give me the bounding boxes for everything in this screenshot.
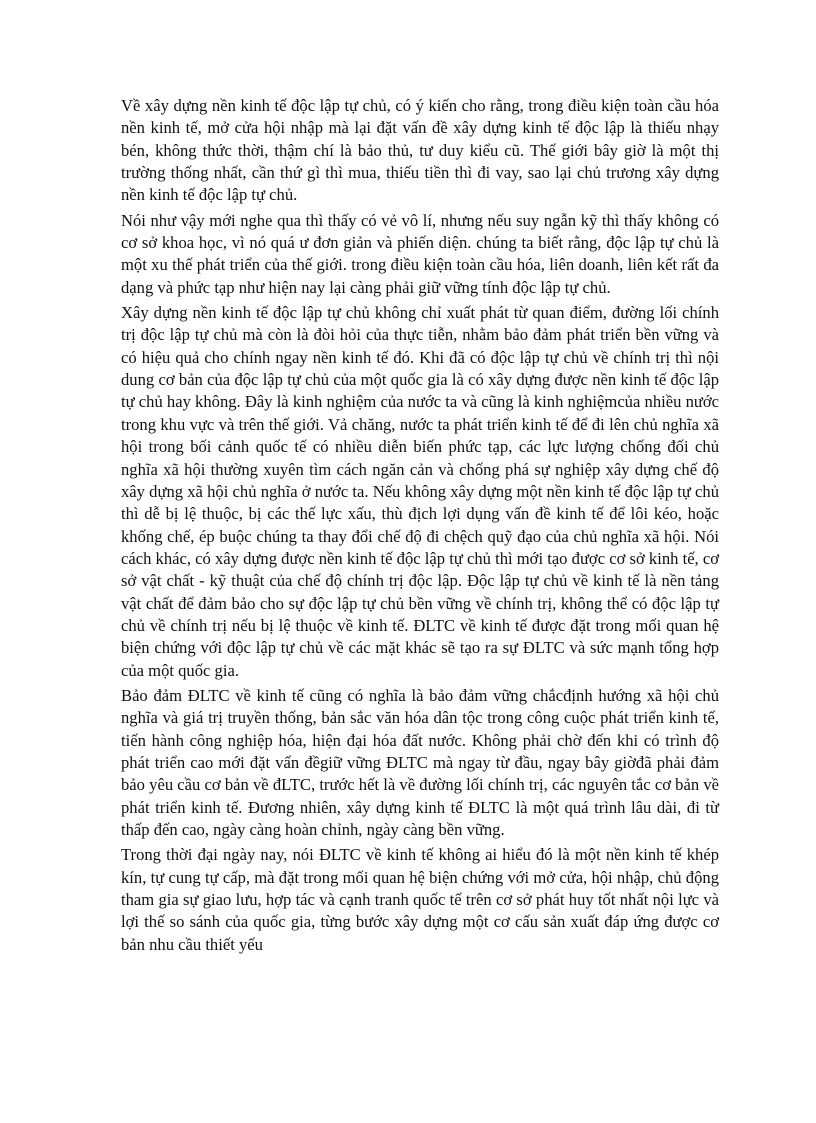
document-body <box>121 95 719 959</box>
paragraph-2: Nói như vậy mới nghe qua thì thấy có vẻ vô lí, nhưng nếu suy ngẫn kỹ thì thấy không có cơ sở khoa học, vì nó quá ư đơn giản và phiến diện. chúng ta biết rằng, độc lập tự chủ là một xu thế phát triển của thế giới. trong điều kiện toàn cầu hóa, liên doanh, liên kết rất đa dạng và phức tạp như hiện nay lại càng phải giữ vững tính độc lập tự chủ. <box>121 210 719 297</box>
paragraph-1: Về xây dựng nền kinh tế độc lập tự chủ, có ý kiến cho rằng, trong điều kiện toàn cầu hóa nền kinh tế, mở cửa hội nhập mà lại đặt vấn đề xây dựng kinh tế độc lập là thiếu nhạy bén, không thức thời, thậm chí là bảo thủ, tư duy kiểu cũ. Thế giới bây giờ là một thị trường thống nhất, cần thứ gì thì mua, thiếu tiền thì đi vay, sao lại chủ trương xây dựng nền kinh tế độc lập tự chủ. <box>121 96 719 205</box>
paragraph-4: Bảo đảm ĐLTC về kinh tế cũng có nghĩa là bảo đảm vững chắcđịnh hướng xã hội chủ nghĩa và giá trị truyền thống, bản sắc văn hóa dân tộc trong công cuộc phát triển kinh tế, tiến hành công nghiệp hóa, hiện đại hóa đất nước. Không phải chờ đến khi có trình độ phát triển cao mới đặt vấn đềgiữ vững ĐLTC mà ngay từ đầu, ngay bây giờđã phải đảm bảo yêu cầu cơ bản về đLTC, trước hết là về đường lối chính trị, các nguyên tắc cơ bản về phát triển kinh tế. Đương nhiên, xây dựng kinh tế ĐLTC là một quá trình lâu dài, đi từ thấp đến cao, ngày càng hoàn chỉnh, ngày càng bền vững. <box>121 685 719 839</box>
paragraph-5: Trong thời đại ngày nay, nói ĐLTC về kinh tế không ai hiểu đó là một nền kinh tế khép kín, tự cung tự cấp, mà đặt trong mối quan hệ biện chứng với mở cửa, hội nhập, chủ động tham gia sự giao lưu, hợp tác và cạnh tranh quốc tế trên cơ sở phát huy tốt nhất nội lực và lợi thế so sánh của quốc gia, từng bước xây dựng một cơ cấu sản xuất đáp ứng được cơ bản nhu cầu thiết yếu <box>121 845 719 954</box>
paragraph-3: Xây dựng nền kinh tế độc lập tự chủ không chỉ xuất phát từ quan điểm, đường lối chính trị độc lập tự chủ mà còn là đòi hỏi của thực tiễn, nhằm bảo đảm phát triển bền vững và có hiệu quả cho chính ngay nền kinh tế đó. Khi đã có độc lập tự chủ về chính trị thì nội dung cơ bản của độc lập tự chủ của một quốc gia là có xây dựng được nền kinh tế độc lập tự chủ hay không. Đây là kinh nghiệm của nước ta và cũng là kinh nghiệmcủa nhiều nước trong khu vực và trên thế giới. Vả chăng, nước ta phát triển kinh tế để đi lên chủ nghĩa xã hội trong bối cảnh quốc tế có nhiều diễn biến phức tạp, các lực lượng chống đối chủ nghĩa xã hội thường xuyên tìm cách ngăn cản và chống phá sự nghiệp xây dựng chế độ xây dựng xã hội chủ nghĩa ở nước ta. Nếu không xây dựng một nền kinh tế độc lập tự chủ thì dễ bị lệ thuộc, bị các thế lực xấu, thù địch lợi dụng vấn đề kinh tế để lôi kéo, hoặc khống chế, ép buộc chúng ta thay đổi chế độ đi chệch quỹ đạo của chủ nghĩa xã hội. Nói cách khác, có xây dựng được nền kinh tế độc lập tự chủ thì mới tạo được cơ sở kinh tế, cơ sở vật chất - kỹ thuật của chế độ chính trị độc lập. Độc lập tự chủ về kinh tế là nền tảng vật chất để đảm bảo cho sự độc lập tự chủ bền vững về chính trị, không thể có độc lập tự chủ về chính trị nếu bị lệ thuộc về kinh tế. ĐLTC về kinh tế được đặt trong mối quan hệ biện chứng với độc lập tự chủ về các mặt khác sẽ tạo ra sự ĐLTC và sức mạnh tổng hợp của một quốc gia. <box>121 303 719 680</box>
